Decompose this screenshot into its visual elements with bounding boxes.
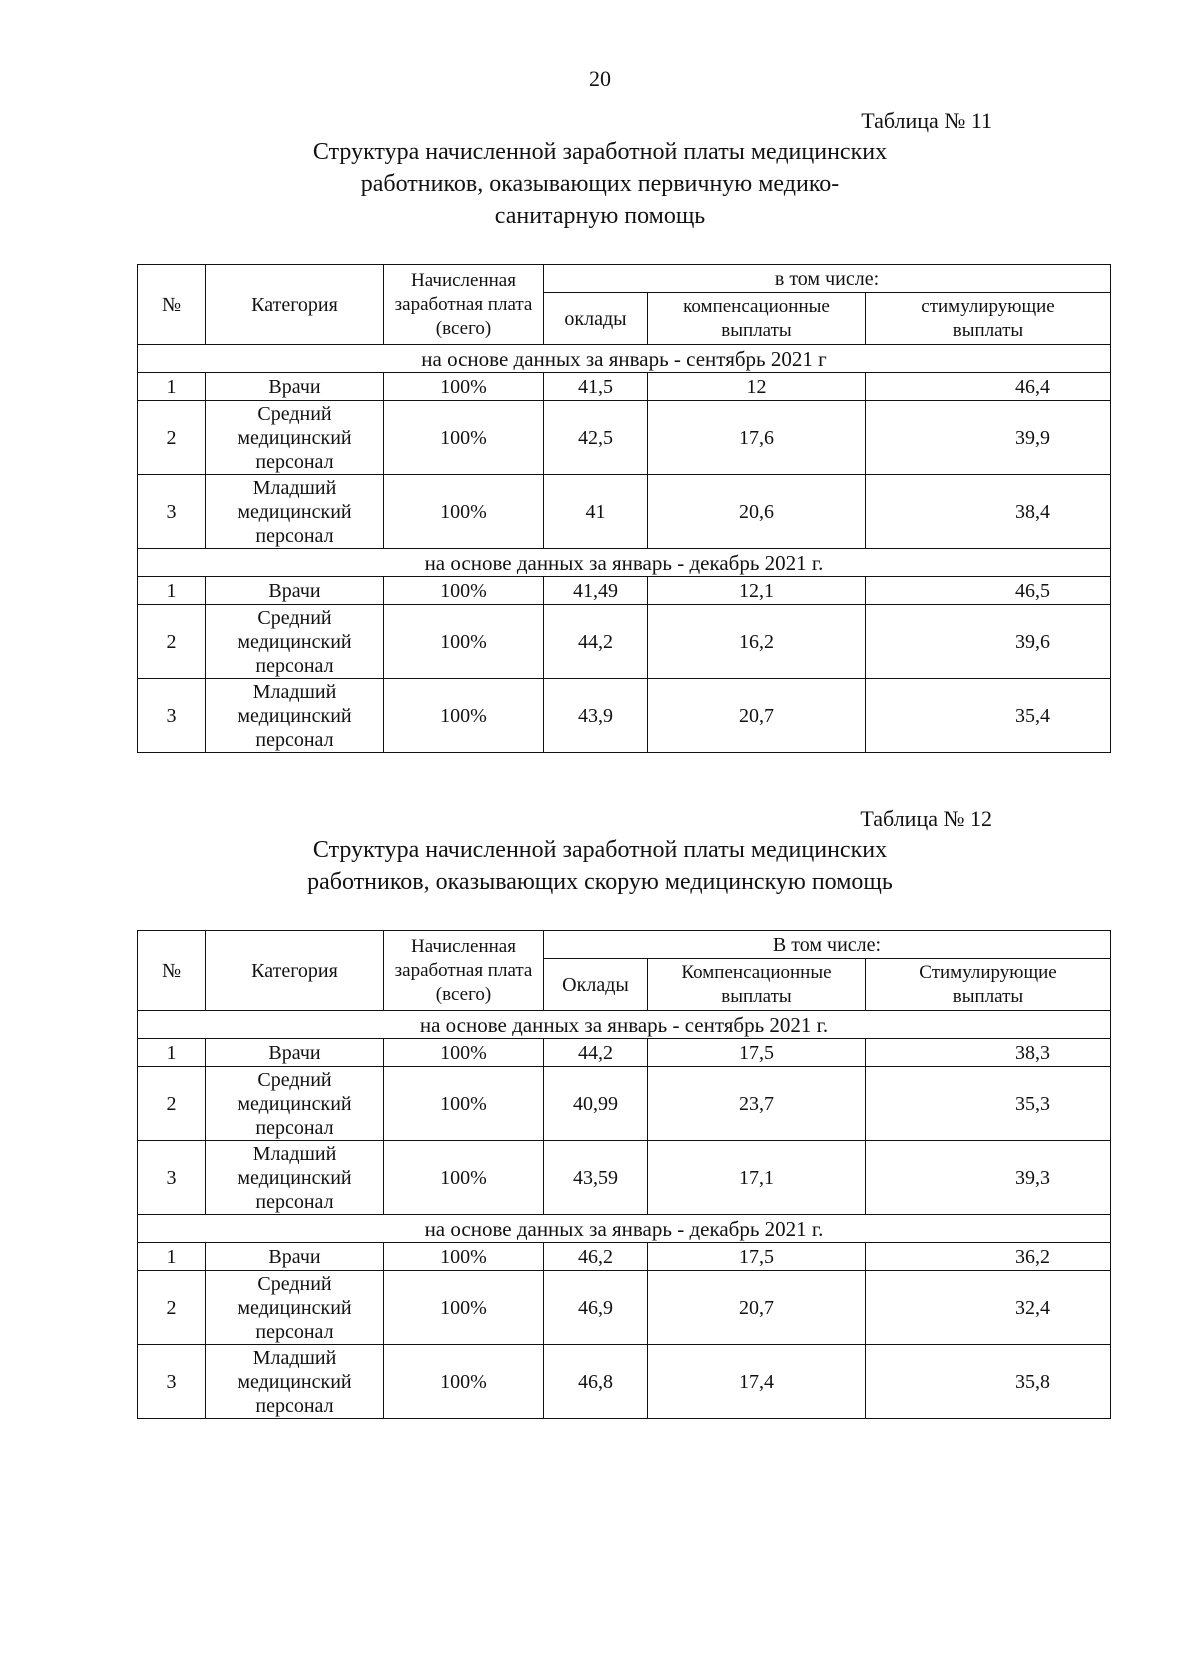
cell-stim: 39,3: [866, 1141, 1111, 1215]
cell-category: Младший медицинский персонал: [206, 475, 384, 549]
cell-num: 2: [138, 1067, 206, 1141]
cell-category: Средний медицинский персонал: [206, 1271, 384, 1345]
table-row: [138, 401, 1111, 475]
cell-num: 1: [138, 373, 206, 401]
section-row: [138, 549, 1111, 577]
cell-comp: 17,4: [648, 1345, 866, 1419]
cell-category: Младший медицинский персонал: [206, 1141, 384, 1215]
cell-stim: 38,3: [866, 1039, 1111, 1067]
table-row: [138, 475, 1111, 549]
section-row: [138, 1215, 1111, 1243]
table-11: [137, 264, 1111, 753]
cell-category: Младший медицинский персонал: [206, 1345, 384, 1419]
cell-salaries: 41,49: [544, 577, 648, 605]
cell-stim: 32,4: [866, 1271, 1111, 1345]
cell-salaries: 41,5: [544, 373, 648, 401]
cell-total: 100%: [384, 475, 544, 549]
cell-comp: 17,1: [648, 1141, 866, 1215]
cell-num: 1: [138, 577, 206, 605]
cell-category: Средний медицинский персонал: [206, 1067, 384, 1141]
table-row: [138, 1243, 1111, 1271]
col-header-comp: Компенсационные выплаты: [648, 959, 866, 1011]
table-row: [138, 1141, 1111, 1215]
cell-num: 3: [138, 1141, 206, 1215]
cell-total: 100%: [384, 373, 544, 401]
cell-num: 1: [138, 1243, 206, 1271]
table-row: [138, 1271, 1111, 1345]
section-title: на основе данных за январь - декабрь 2021 г.: [138, 549, 1111, 577]
cell-stim: 35,8: [866, 1345, 1111, 1419]
table-row: [138, 679, 1111, 753]
cell-comp: 17,5: [648, 1039, 866, 1067]
cell-stim: 35,4: [866, 679, 1111, 753]
cell-salaries: 46,2: [544, 1243, 648, 1271]
cell-category: Средний медицинский персонал: [206, 605, 384, 679]
table-row: [138, 1039, 1111, 1067]
section-row: [138, 345, 1111, 373]
cell-comp: 23,7: [648, 1067, 866, 1141]
cell-comp: 12,1: [648, 577, 866, 605]
cell-stim: 36,2: [866, 1243, 1111, 1271]
cell-salaries: 44,2: [544, 1039, 648, 1067]
table-row: [138, 1345, 1111, 1419]
cell-category: Врачи: [206, 577, 384, 605]
cell-comp: 17,6: [648, 401, 866, 475]
cell-category: Младший медицинский персонал: [206, 679, 384, 753]
col-header-total: Начисленная заработная плата (всего): [384, 931, 544, 1011]
col-header-salaries: Оклады: [544, 959, 648, 1011]
col-header-including: в том числе:: [544, 265, 1111, 293]
section-row: [138, 1011, 1111, 1039]
cell-salaries: 43,59: [544, 1141, 648, 1215]
section-title: на основе данных за январь - декабрь 2021 г.: [138, 1215, 1111, 1243]
cell-stim: 39,6: [866, 605, 1111, 679]
cell-comp: 12: [648, 373, 866, 401]
cell-total: 100%: [384, 679, 544, 753]
cell-stim: 39,9: [866, 401, 1111, 475]
cell-stim: 38,4: [866, 475, 1111, 549]
table-12: [137, 930, 1111, 1419]
table-12-label: Таблица № 12: [860, 806, 992, 831]
cell-total: 100%: [384, 577, 544, 605]
cell-salaries: 42,5: [544, 401, 648, 475]
cell-comp: 17,5: [648, 1243, 866, 1271]
col-header-num: №: [138, 265, 206, 345]
cell-num: 2: [138, 401, 206, 475]
table-11-label: Таблица № 11: [861, 108, 992, 133]
cell-salaries: 46,8: [544, 1345, 648, 1419]
cell-salaries: 41: [544, 475, 648, 549]
cell-stim: 46,5: [866, 577, 1111, 605]
cell-total: 100%: [384, 605, 544, 679]
cell-stim: 35,3: [866, 1067, 1111, 1141]
cell-num: 2: [138, 1271, 206, 1345]
table-row: [138, 1067, 1111, 1141]
cell-comp: 16,2: [648, 605, 866, 679]
cell-category: Врачи: [206, 1039, 384, 1067]
cell-num: 3: [138, 1345, 206, 1419]
cell-total: 100%: [384, 1067, 544, 1141]
cell-total: 100%: [384, 1271, 544, 1345]
cell-total: 100%: [384, 1345, 544, 1419]
cell-salaries: 46,9: [544, 1271, 648, 1345]
table-12-title: Структура начисленной заработной платы медицинских работников, оказывающих скорую медицинскую помощь: [307, 837, 893, 895]
section-title: на основе данных за январь - сентябрь 2021 г: [138, 345, 1111, 373]
page-number: 20: [589, 66, 611, 91]
cell-comp: 20,6: [648, 475, 866, 549]
col-header-total: Начисленная заработная плата (всего): [384, 265, 544, 345]
cell-category: Врачи: [206, 373, 384, 401]
col-header-category: Категория: [206, 931, 384, 1011]
cell-num: 1: [138, 1039, 206, 1067]
table-row: [138, 373, 1111, 401]
cell-total: 100%: [384, 401, 544, 475]
cell-comp: 20,7: [648, 1271, 866, 1345]
cell-category: Врачи: [206, 1243, 384, 1271]
cell-comp: 20,7: [648, 679, 866, 753]
cell-salaries: 44,2: [544, 605, 648, 679]
cell-num: 2: [138, 605, 206, 679]
col-header-comp: компенсационные выплаты: [648, 293, 866, 345]
col-header-stim: Стимулирующие выплаты: [866, 959, 1111, 1011]
cell-total: 100%: [384, 1243, 544, 1271]
col-header-num: №: [138, 931, 206, 1011]
cell-category: Средний медицинский персонал: [206, 401, 384, 475]
table-row: [138, 577, 1111, 605]
cell-num: 3: [138, 679, 206, 753]
col-header-stim: стимулирующие выплаты: [866, 293, 1111, 345]
col-header-salaries: оклады: [544, 293, 648, 345]
cell-salaries: 40,99: [544, 1067, 648, 1141]
cell-stim: 46,4: [866, 373, 1111, 401]
cell-salaries: 43,9: [544, 679, 648, 753]
table-11-title: Структура начисленной заработной платы медицинских работников, оказывающих первичную медико-санитарную помощь: [312, 139, 888, 229]
cell-total: 100%: [384, 1039, 544, 1067]
col-header-category: Категория: [206, 265, 384, 345]
cell-num: 3: [138, 475, 206, 549]
col-header-including: В том числе:: [544, 931, 1111, 959]
cell-total: 100%: [384, 1141, 544, 1215]
section-title: на основе данных за январь - сентябрь 2021 г.: [138, 1011, 1111, 1039]
table-row: [138, 605, 1111, 679]
